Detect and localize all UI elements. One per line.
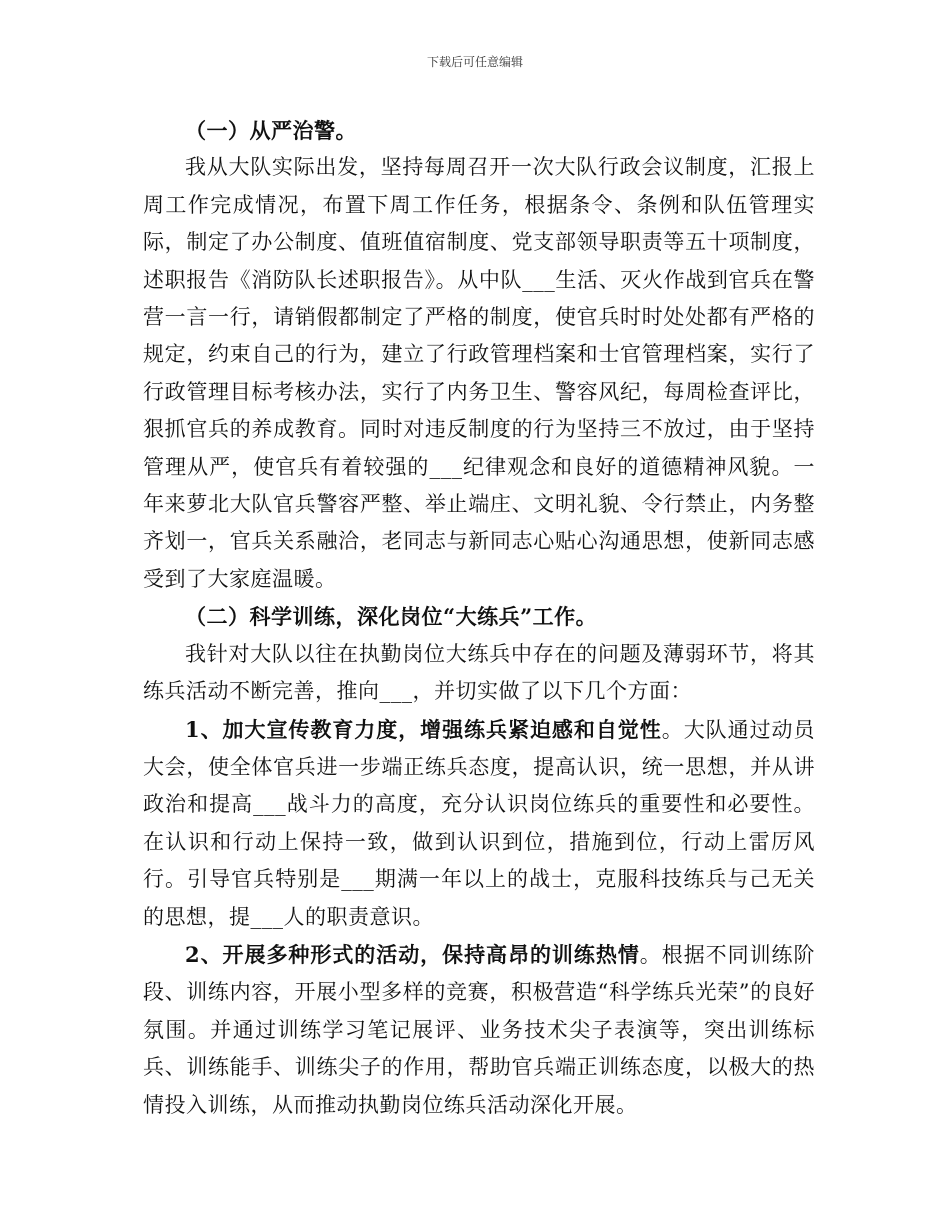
paragraph-3 <box>143 711 815 936</box>
section-heading-2: （二）科学训练，深化岗位“大练兵”工作。 <box>185 604 598 630</box>
paragraph-4 <box>143 936 815 1124</box>
paragraph-1: 我从大队实际出发，坚持每周召开一次大队行政会议制度，汇报上周工作完成情况，布置下周工作任务，根据条令、条例和队伍管理实际，制定了办公制度、值班值宿制度、党支部领导职责等五十项制度，述职报告《消防队长述职报告》。从中队___生活、灭火作战到官兵在警营一言一行，请销假都制定了严格的制度，使官兵时时处处都有严格的规定，约束自己的行为，建立了行政管理档案和士官管理档案，实行了行政管理目标考核办法，实行了内务卫生、警容风纪，每周检查评比，狠抓官兵的养成教育。同时对违反制度的行为坚持三不放过，由于坚持管理从严，使官兵有着较强的___纪律观念和良好的道德精神风貌。一年来萝北大队官兵警容严整、举止端庄、文明礼貌、令行禁止，内务整齐划一，官兵关系融洽，老同志与新同志心贴心沟通思想，使新同志感受到了大家庭温暖。 <box>143 155 815 591</box>
paragraph-3-lead: 1、加大宣传教育力度，增强练兵紧迫感和自觉性 <box>185 716 662 742</box>
section-heading-1: （一）从严治警。 <box>185 118 357 143</box>
document-body <box>143 112 815 1124</box>
page-header: 下载后可任意编辑 <box>426 55 523 69</box>
paragraph-4-lead: 2、开展多种形式的活动，保持高昂的训练热情 <box>185 941 640 967</box>
paragraph-2: 我针对大队以往在执勤岗位大练兵中存在的问题及薄弱环节，将其练兵活动不断完善，推向___，并切实做了以下几个方面： <box>143 641 815 704</box>
paragraph-4-body: 。根据不同训练阶段、训练内容，开展小型多样的竞赛，积极营造“科学练兵光荣”的良好氛围。并通过训练学习笔记展评、业务技术尖子表演等，突出训练标兵、训练能手、训练尖子的作用，帮助官兵端正训练态度，以极大的热情投入训练，从而推动执勤岗位练兵活动深化开展。 <box>143 942 815 1117</box>
paragraph-3-body: 。大队通过动员大会，使全体官兵进一步端正练兵态度，提高认识，统一思想，并从讲政治和提高___战斗力的高度，充分认识岗位练兵的重要性和必要性。在认识和行动上保持一致，做到认识到位，措施到位，行动上雷厉风行。引导官兵特别是___期满一年以上的战士，克服科技练兵与己无关的思想，提___人的职责意识。 <box>143 717 815 929</box>
